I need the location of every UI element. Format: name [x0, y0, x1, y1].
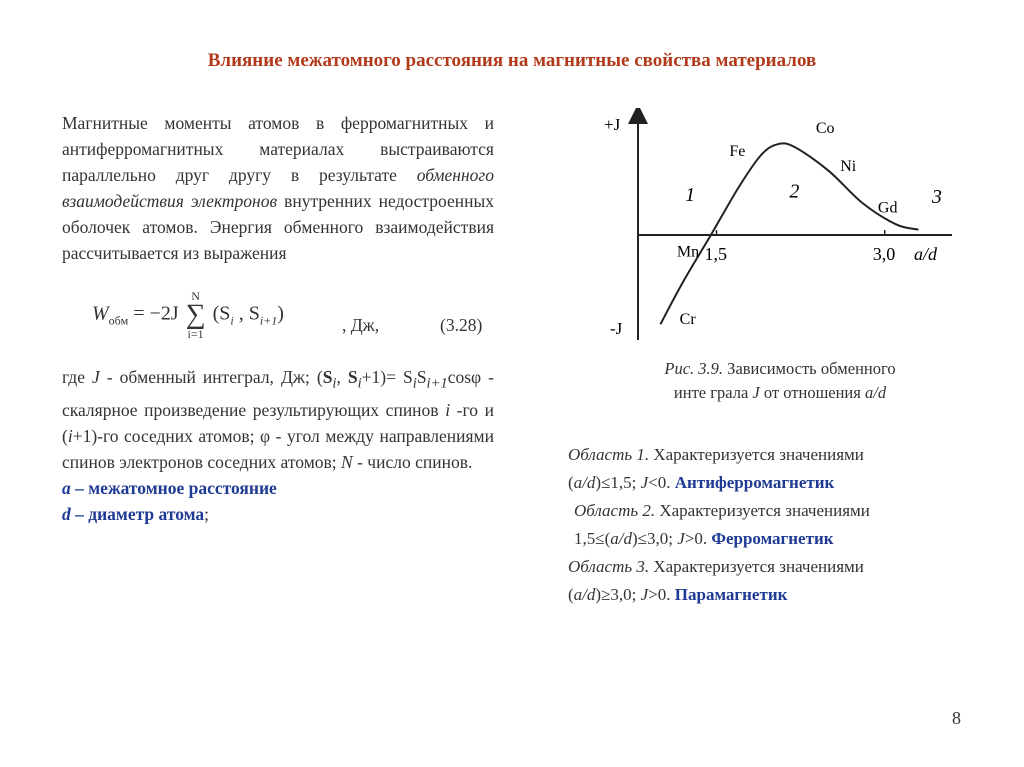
element-label-ni: Ni	[840, 157, 857, 175]
equation-number: (3.28)	[440, 315, 483, 335]
element-label-cr: Cr	[679, 310, 696, 328]
definition-a: a – межатомное расстояние	[62, 477, 277, 498]
sum-symbol: N ∑ i=1	[185, 289, 206, 341]
figure-caption: Рис. 3.9. Зависимость обменного инте грала J от отношения a/d	[664, 359, 896, 402]
x-tick-label: 3,0	[872, 244, 896, 264]
page-number: 8	[952, 708, 961, 728]
element-label-co: Co	[815, 119, 835, 137]
regions-list	[568, 441, 988, 609]
slide-title: Влияние межатомного расстояния на магнитные свойства материалов	[207, 50, 817, 71]
intro-paragraph: Магнитные моменты атомов в ферромагнитных и антиферромагнитных материалах выстраиваются параллельно друг другу в результате обменного взаимодействия электронов внутренних недостроенных оболочек атомов. Энергия обменного взаимодействия рассчитывается из выражения	[62, 113, 494, 263]
exchange-integral-curve	[660, 143, 918, 324]
region-1: Область 1. Характеризуется значениями (a/d)≤1,5; J<0. Антиферромагнетик	[568, 445, 864, 492]
chart-svg	[600, 108, 960, 348]
explanation-paragraph: где J - обменный интеграл, Дж; ($S_i$, $S_i+1)= S_iS_{i+1}\cos\varphi$ - скалярное произведение результирующих спинов i -го и (i+1)-го соседних атомов; φ - угол между направлениями спинов электронов соседних атомов; N - число спинов.	[62, 367, 495, 472]
region-label-layer	[685, 181, 942, 208]
region-3: Область 3. Характеризуется значениями (a/d)≥3,0; J>0. Парамагнетик	[568, 557, 864, 604]
curve-layer	[660, 143, 918, 324]
exchange-energy-formula	[62, 272, 494, 364]
formula-unit: , Дж,	[342, 315, 380, 335]
region-number-3: 3	[931, 185, 942, 208]
element-label-gd: Gd	[877, 199, 898, 217]
definition-d: d – диаметр атома;	[62, 503, 210, 524]
y-label-bottom: -J	[610, 319, 623, 338]
element-label-mn: Mn	[676, 243, 700, 261]
region-number-1: 1	[685, 183, 696, 206]
element-label-layer	[677, 120, 898, 328]
left-column	[62, 110, 494, 527]
x-tick-label: 1,5	[704, 244, 727, 264]
y-label-top: +J	[604, 115, 621, 134]
exchange-integral-chart	[600, 108, 960, 348]
region-2: Область 2. Характеризуется значениями 1,5≤(a/d)≤3,0; J>0. Ферромагнетик	[574, 501, 870, 548]
formula-body: $W_{обм} = -2J$ N ∑ i=1 ($S_i$ , $S_{i+1}$)	[92, 289, 284, 341]
element-label-fe: Fe	[729, 143, 746, 161]
x-axis-label: a/d	[914, 244, 938, 264]
region-number-2: 2	[789, 180, 800, 203]
